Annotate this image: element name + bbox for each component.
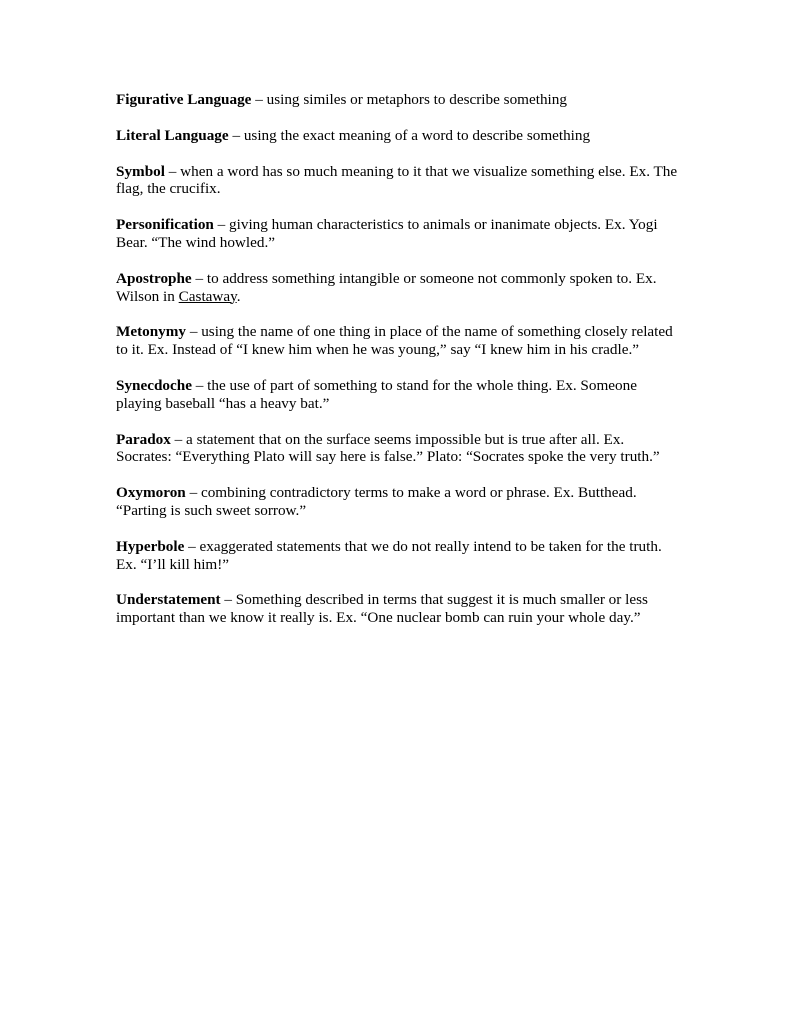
definition: using similes or metaphors to describe something <box>266 91 567 108</box>
separator: – <box>191 376 208 394</box>
term: Synecdoche <box>116 376 192 394</box>
separator: – <box>251 91 267 108</box>
entry-metonymy <box>116 323 681 359</box>
separator: – <box>220 591 236 609</box>
definition: when a word has so much meaning to it that we visualize something else. Ex. The flag, the crucifix. <box>116 162 678 198</box>
term: Figurative Language <box>116 91 252 108</box>
entry-synecdoche <box>116 377 681 413</box>
entry-oxymoron <box>116 484 681 520</box>
separator: – <box>213 216 230 234</box>
definition: to address something intangible or someone not commonly spoken to. Ex. Wilson in <box>116 269 657 305</box>
glossary-list <box>116 91 681 645</box>
term: Metonymy <box>116 323 187 341</box>
entry-literal-language <box>116 127 681 145</box>
term: Literal Language <box>116 126 229 144</box>
term: Personification <box>116 216 214 234</box>
definition: a statement that on the surface seems impossible but is true after all. Ex. Socrates: “Everything Plato will say here is false.” Plato: “Socrates spoke the very truth.” <box>116 430 660 466</box>
definition: combining contradictory terms to make a word or phrase. Ex. Butthead. “Parting is such sweet sorrow.” <box>116 484 637 519</box>
definition: using the name of one thing in place of the name of something closely related to it. Ex. Instead of “I knew him when he was young,” say “I knew him in his cradle.” <box>116 323 673 359</box>
term: Paradox <box>116 430 171 448</box>
term: Apostrophe <box>116 269 192 287</box>
term: Symbol <box>116 162 165 180</box>
separator: – <box>184 537 200 555</box>
separator: – <box>164 162 181 180</box>
definition: using the exact meaning of a word to describe something <box>243 126 591 144</box>
entry-understatement <box>116 591 681 627</box>
entry-paradox <box>116 431 681 467</box>
definition-end: . <box>236 287 241 305</box>
separator: – <box>185 484 201 502</box>
entry-figurative-language <box>116 91 681 109</box>
term: Oxymoron <box>116 484 186 502</box>
definition: the use of part of something to stand for the whole thing. Ex. Someone playing baseball “has a heavy bat.” <box>116 376 637 412</box>
term: Hyperbole <box>116 537 185 555</box>
separator: – <box>228 126 244 144</box>
entry-personification <box>116 216 681 252</box>
term: Understatement <box>116 591 221 609</box>
definition: giving human characteristics to animals or inanimate objects. Ex. Yogi Bear. “The wind howled.” <box>116 216 658 251</box>
entry-hyperbole <box>116 538 681 574</box>
separator: – <box>186 323 202 341</box>
entry-apostrophe <box>116 270 681 306</box>
film-title: Castaway <box>178 287 237 305</box>
entry-symbol <box>116 163 681 199</box>
definition: exaggerated statements that we do not really intend to be taken for the truth. Ex. “I’ll kill him!” <box>116 537 662 573</box>
separator: – <box>191 269 207 287</box>
definition: Something described in terms that suggest it is much smaller or less important than we know it really is. Ex. “One nuclear bomb can ruin your whole day.” <box>116 591 648 627</box>
separator: – <box>170 430 187 448</box>
